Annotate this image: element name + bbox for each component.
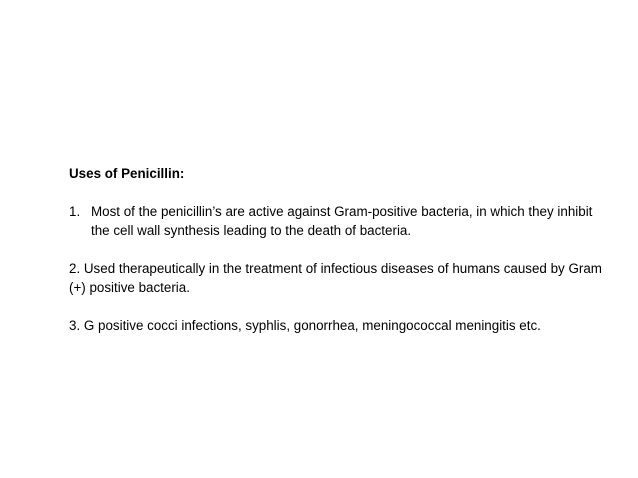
slide-content <box>69 164 609 354</box>
list-item-1 <box>69 202 609 240</box>
list-item-1-text: Most of the penicillin’s are active against Gram-positive bacteria, in which they inhibit the cell wall synthesis leading to the death of bacteria. <box>91 204 593 238</box>
slide-title: Uses of Penicillin: <box>69 166 185 181</box>
list-item-2: 2. Used therapeutically in the treatment of infectious diseases of humans caused by Gram (+) positive bacteria. <box>69 261 602 295</box>
list-item-3: 3. G positive cocci infections, syphlis, gonorrhea, meningococcal meningitis etc. <box>69 318 541 333</box>
list-item-1-number: 1. <box>69 204 81 219</box>
